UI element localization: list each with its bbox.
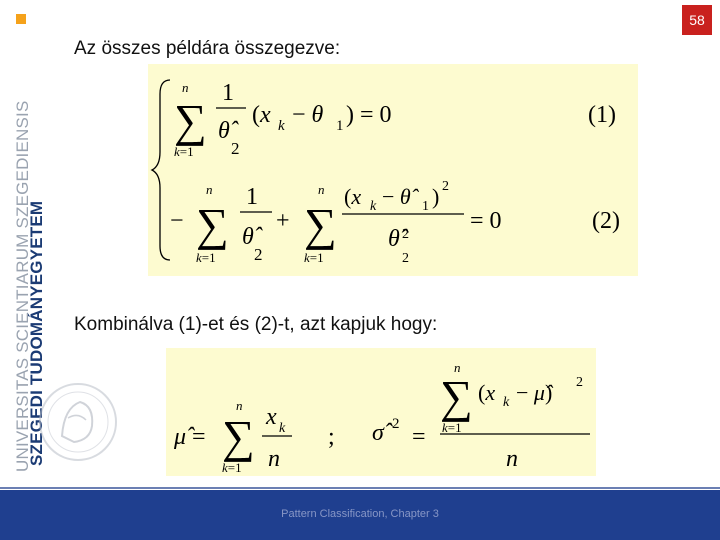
svg-text:): )	[432, 184, 440, 209]
university-name: SZEGEDI TUDOMÁNYEGYETEM	[27, 200, 46, 466]
svg-text:k: k	[503, 395, 510, 410]
svg-text:∑: ∑	[174, 95, 207, 146]
svg-text:x: x	[266, 404, 277, 430]
svg-text:n: n	[268, 446, 280, 472]
university-seal-icon	[34, 378, 122, 466]
svg-text:= 0: = 0	[470, 208, 502, 234]
estimator-equations	[166, 348, 596, 476]
svg-text:2: 2	[442, 179, 449, 194]
svg-text:−: −	[170, 208, 184, 234]
svg-text:σ̂: σ̂	[372, 420, 384, 446]
svg-text:θ̂: θ̂	[242, 224, 254, 250]
svg-text:k: k	[278, 118, 285, 134]
equation-system	[148, 64, 638, 276]
svg-text:=: =	[192, 424, 206, 450]
svg-text:θ̂: θ̂	[218, 118, 230, 144]
heading-summary: Az összes példára összegezve:	[74, 38, 341, 59]
university-latin-name: UNIVERSITAS SCIENTIARUM SZEGEDIENSIS	[13, 100, 32, 472]
equation-1	[174, 80, 616, 159]
footer-bar	[0, 490, 720, 540]
svg-text:k=1: k=1	[174, 144, 194, 159]
svg-text:n: n	[206, 182, 213, 197]
svg-text:k: k	[279, 421, 286, 436]
svg-text:− θ̂: − θ̂	[382, 184, 411, 209]
logo-square	[16, 14, 26, 24]
svg-text:1: 1	[246, 184, 258, 210]
svg-text:n: n	[506, 446, 518, 472]
svg-text:k=1: k=1	[222, 460, 242, 475]
page-number-badge: 58	[682, 5, 712, 35]
svg-text:+: +	[276, 208, 290, 234]
estimator-equations-box	[166, 348, 596, 476]
svg-text:(x: (x	[252, 102, 271, 128]
svg-text:n: n	[182, 80, 189, 95]
left-brace	[152, 80, 170, 260]
heading-combination: Kombinálva (1)-et és (2)-t, azt kapjuk hogy:	[74, 314, 438, 335]
svg-text:k=1: k=1	[304, 250, 324, 265]
svg-text:2: 2	[392, 416, 400, 432]
svg-text:2: 2	[254, 245, 263, 264]
svg-text:∑: ∑	[440, 371, 473, 422]
svg-text:− θ: − θ	[292, 102, 324, 128]
svg-text:k=1: k=1	[196, 250, 216, 265]
footer-divider	[0, 487, 720, 489]
svg-text:− μ̂): − μ̂)	[516, 380, 553, 405]
svg-text:(x: (x	[478, 380, 496, 405]
svg-text:1: 1	[336, 118, 344, 134]
svg-text:2: 2	[576, 375, 583, 390]
svg-text:=: =	[412, 424, 426, 450]
svg-text:k=1: k=1	[442, 420, 462, 435]
svg-text:∑: ∑	[304, 199, 337, 250]
svg-text:n: n	[236, 398, 243, 413]
svg-text:2: 2	[231, 139, 240, 158]
svg-text:n: n	[454, 360, 461, 375]
svg-text:1: 1	[422, 199, 429, 214]
svg-text:k: k	[370, 199, 377, 214]
university-sidebar	[0, 0, 58, 490]
equation-1-number: (1)	[588, 102, 616, 128]
svg-text:(x: (x	[344, 184, 362, 209]
svg-text:) = 0: ) = 0	[346, 102, 392, 128]
equation-system-box	[148, 64, 638, 276]
separator: ;	[328, 424, 335, 450]
svg-text:∑: ∑	[222, 411, 255, 462]
equation-2-number: (2)	[592, 208, 620, 234]
variance-estimator	[372, 360, 590, 472]
footer-caption: Pattern Classification, Chapter 3	[281, 508, 439, 520]
svg-text:2: 2	[402, 251, 409, 266]
svg-text:2: 2	[402, 227, 409, 242]
svg-text:n: n	[318, 182, 325, 197]
svg-text:μ̂: μ̂	[174, 424, 187, 450]
mean-estimator	[173, 398, 292, 475]
svg-text:θ̂: θ̂	[388, 226, 400, 252]
svg-text:∑: ∑	[196, 199, 229, 250]
equation-2	[170, 179, 620, 266]
svg-text:1: 1	[222, 80, 234, 106]
